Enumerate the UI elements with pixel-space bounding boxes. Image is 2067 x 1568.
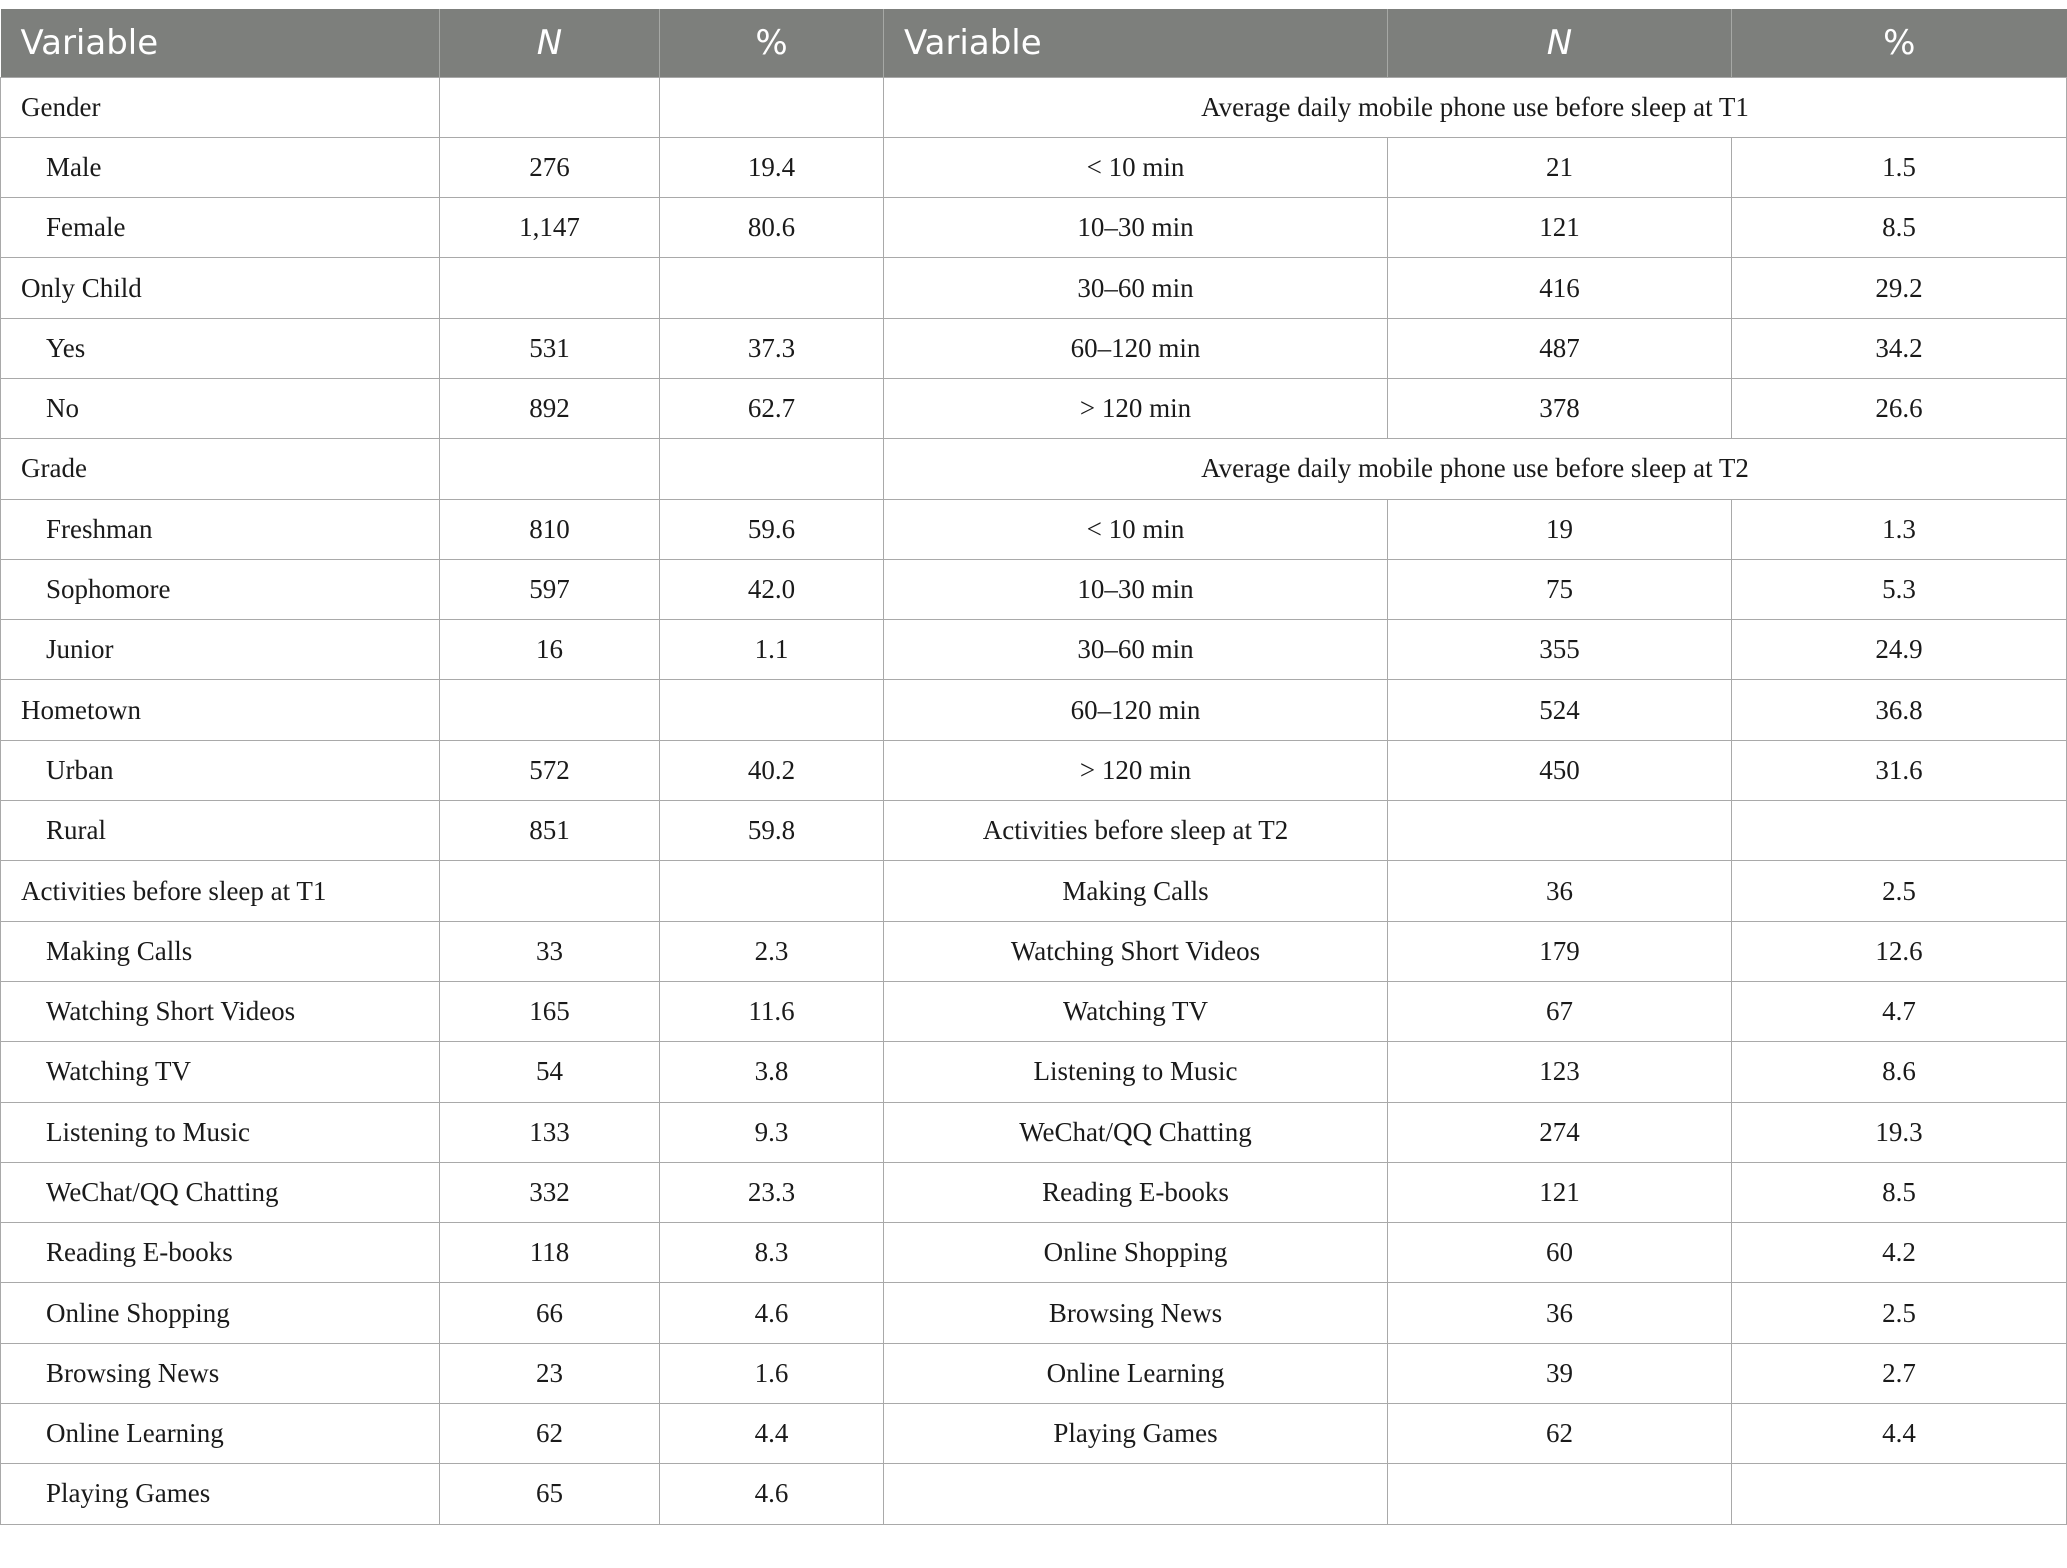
- table-row: [1, 1283, 2067, 1343]
- table-row: [1, 680, 2067, 740]
- table-row: [1, 318, 2067, 378]
- table-body: [1, 77, 2067, 1524]
- left-percent-cell: [660, 861, 884, 921]
- table-row: [1, 1102, 2067, 1162]
- table-row: [1, 1223, 2067, 1283]
- left-variable-cell: Online Learning: [1, 1404, 440, 1464]
- table-row: [1, 921, 2067, 981]
- left-n-cell: 892: [440, 378, 660, 438]
- right-variable-cell: Online Shopping: [884, 1223, 1388, 1283]
- table-row: [1, 1162, 2067, 1222]
- right-percent-cell: 4.2: [1732, 1223, 2067, 1283]
- left-n-cell: 332: [440, 1162, 660, 1222]
- left-percent-cell: 1.1: [660, 620, 884, 680]
- right-n-cell: 36: [1388, 861, 1732, 921]
- right-section-heading: Average daily mobile phone use before sleep at T1: [884, 77, 2067, 137]
- left-percent-cell: 19.4: [660, 137, 884, 197]
- header-variable-right: Variable: [884, 9, 1388, 77]
- right-variable-cell: Reading E-books: [884, 1162, 1388, 1222]
- right-percent-cell: 24.9: [1732, 620, 2067, 680]
- left-variable-cell: Hometown: [1, 680, 440, 740]
- right-variable-cell: 10–30 min: [884, 198, 1388, 258]
- right-percent-cell: 4.4: [1732, 1404, 2067, 1464]
- right-variable-cell: > 120 min: [884, 378, 1388, 438]
- left-variable-cell: Watching TV: [1, 1042, 440, 1102]
- left-variable-cell: Rural: [1, 801, 440, 861]
- left-percent-cell: 37.3: [660, 318, 884, 378]
- right-variable-cell: Watching TV: [884, 981, 1388, 1041]
- right-variable-cell: [884, 1464, 1388, 1524]
- header-n-left: N: [440, 9, 660, 77]
- right-n-cell: [1388, 1464, 1732, 1524]
- left-percent-cell: [660, 258, 884, 318]
- left-percent-cell: 9.3: [660, 1102, 884, 1162]
- right-percent-cell: [1732, 1464, 2067, 1524]
- left-variable-cell: Watching Short Videos: [1, 981, 440, 1041]
- left-percent-cell: 2.3: [660, 921, 884, 981]
- right-percent-cell: 8.5: [1732, 198, 2067, 258]
- table-row: [1, 559, 2067, 619]
- left-percent-cell: 4.6: [660, 1283, 884, 1343]
- table-row: [1, 378, 2067, 438]
- left-percent-cell: 40.2: [660, 740, 884, 800]
- left-variable-cell: Making Calls: [1, 921, 440, 981]
- left-n-cell: [440, 680, 660, 740]
- left-percent-cell: 4.4: [660, 1404, 884, 1464]
- right-n-cell: 274: [1388, 1102, 1732, 1162]
- left-variable-cell: Browsing News: [1, 1343, 440, 1403]
- right-variable-cell: < 10 min: [884, 137, 1388, 197]
- left-variable-cell: Gender: [1, 77, 440, 137]
- left-variable-cell: No: [1, 378, 440, 438]
- left-variable-cell: Freshman: [1, 499, 440, 559]
- header-row: [1, 9, 2067, 77]
- right-n-cell: 179: [1388, 921, 1732, 981]
- table-row: [1, 499, 2067, 559]
- left-percent-cell: 80.6: [660, 198, 884, 258]
- right-variable-cell: WeChat/QQ Chatting: [884, 1102, 1388, 1162]
- left-variable-cell: Yes: [1, 318, 440, 378]
- header-variable-left: Variable: [20, 22, 159, 63]
- table-row: [1, 740, 2067, 800]
- left-percent-cell: 59.8: [660, 801, 884, 861]
- table-row: [1, 1464, 2067, 1524]
- left-percent-cell: 8.3: [660, 1223, 884, 1283]
- right-n-cell: 121: [1388, 1162, 1732, 1222]
- left-n-cell: 810: [440, 499, 660, 559]
- right-percent-cell: 8.5: [1732, 1162, 2067, 1222]
- right-variable-cell: Listening to Music: [884, 1042, 1388, 1102]
- right-percent-cell: 2.5: [1732, 1283, 2067, 1343]
- right-percent-cell: 36.8: [1732, 680, 2067, 740]
- right-n-cell: 355: [1388, 620, 1732, 680]
- left-n-cell: [440, 439, 660, 499]
- right-percent-cell: 5.3: [1732, 559, 2067, 619]
- table-row: [1, 439, 2067, 499]
- left-n-cell: 23: [440, 1343, 660, 1403]
- right-percent-cell: 34.2: [1732, 318, 2067, 378]
- left-variable-cell: Listening to Music: [1, 1102, 440, 1162]
- left-variable-cell: Urban: [1, 740, 440, 800]
- left-n-cell: 572: [440, 740, 660, 800]
- table-row: [1, 861, 2067, 921]
- right-percent-cell: 31.6: [1732, 740, 2067, 800]
- left-n-cell: 133: [440, 1102, 660, 1162]
- left-percent-cell: 1.6: [660, 1343, 884, 1403]
- right-variable-cell: 60–120 min: [884, 680, 1388, 740]
- table-row: [1, 198, 2067, 258]
- right-percent-cell: 29.2: [1732, 258, 2067, 318]
- left-n-cell: 33: [440, 921, 660, 981]
- right-percent-cell: 2.5: [1732, 861, 2067, 921]
- right-n-cell: 121: [1388, 198, 1732, 258]
- right-n-cell: 524: [1388, 680, 1732, 740]
- table-row: [1, 1404, 2067, 1464]
- left-n-cell: 165: [440, 981, 660, 1041]
- header-percent-left: %: [660, 9, 884, 77]
- left-variable-cell: Sophomore: [1, 559, 440, 619]
- left-n-cell: [440, 258, 660, 318]
- right-variable-cell: < 10 min: [884, 499, 1388, 559]
- left-variable-cell: Grade: [1, 439, 440, 499]
- left-variable-cell: Male: [1, 137, 440, 197]
- right-n-cell: 378: [1388, 378, 1732, 438]
- right-percent-cell: 8.6: [1732, 1042, 2067, 1102]
- left-variable-cell: Online Shopping: [1, 1283, 440, 1343]
- right-variable-cell: 10–30 min: [884, 559, 1388, 619]
- left-variable-cell: WeChat/QQ Chatting: [1, 1162, 440, 1222]
- left-variable-cell: Only Child: [1, 258, 440, 318]
- left-n-cell: 65: [440, 1464, 660, 1524]
- left-n-cell: 62: [440, 1404, 660, 1464]
- left-percent-cell: [660, 680, 884, 740]
- header-percent-right: %: [1732, 9, 2067, 77]
- left-variable-cell: Playing Games: [1, 1464, 440, 1524]
- right-percent-cell: 26.6: [1732, 378, 2067, 438]
- right-percent-cell: 2.7: [1732, 1343, 2067, 1403]
- right-section-heading: Average daily mobile phone use before sleep at T2: [884, 439, 2067, 499]
- left-n-cell: [440, 861, 660, 921]
- right-variable-cell: 60–120 min: [884, 318, 1388, 378]
- demographics-table: [0, 9, 2067, 1525]
- right-n-cell: [1388, 801, 1732, 861]
- right-n-cell: 62: [1388, 1404, 1732, 1464]
- right-n-cell: 21: [1388, 137, 1732, 197]
- right-percent-cell: 4.7: [1732, 981, 2067, 1041]
- right-percent-cell: 19.3: [1732, 1102, 2067, 1162]
- right-n-cell: 19: [1388, 499, 1732, 559]
- left-variable-cell: Activities before sleep at T1: [1, 861, 440, 921]
- table-row: [1, 1343, 2067, 1403]
- left-n-cell: 1,147: [440, 198, 660, 258]
- right-n-cell: 67: [1388, 981, 1732, 1041]
- table-row: [1, 801, 2067, 861]
- left-n-cell: 118: [440, 1223, 660, 1283]
- left-percent-cell: 11.6: [660, 981, 884, 1041]
- left-n-cell: 851: [440, 801, 660, 861]
- right-n-cell: 123: [1388, 1042, 1732, 1102]
- left-n-cell: 276: [440, 137, 660, 197]
- right-percent-cell: 1.3: [1732, 499, 2067, 559]
- left-n-cell: 597: [440, 559, 660, 619]
- table-header: [1, 9, 2067, 77]
- header-n-right: N: [1388, 9, 1732, 77]
- left-variable-cell: Reading E-books: [1, 1223, 440, 1283]
- right-variable-cell: 30–60 min: [884, 620, 1388, 680]
- table-row: [1, 1042, 2067, 1102]
- right-variable-cell: Making Calls: [884, 861, 1388, 921]
- left-percent-cell: 3.8: [660, 1042, 884, 1102]
- right-percent-cell: [1732, 801, 2067, 861]
- left-variable-cell: Junior: [1, 620, 440, 680]
- left-n-cell: 54: [440, 1042, 660, 1102]
- right-variable-cell: Playing Games: [884, 1404, 1388, 1464]
- left-percent-cell: 59.6: [660, 499, 884, 559]
- right-variable-cell: 30–60 min: [884, 258, 1388, 318]
- left-percent-cell: [660, 77, 884, 137]
- table-row: [1, 137, 2067, 197]
- left-variable-cell: Female: [1, 198, 440, 258]
- left-percent-cell: [660, 439, 884, 499]
- right-percent-cell: 1.5: [1732, 137, 2067, 197]
- right-n-cell: 75: [1388, 559, 1732, 619]
- right-n-cell: 39: [1388, 1343, 1732, 1403]
- right-variable-cell: Online Learning: [884, 1343, 1388, 1403]
- left-percent-cell: 4.6: [660, 1464, 884, 1524]
- table-row: [1, 981, 2067, 1041]
- left-percent-cell: 23.3: [660, 1162, 884, 1222]
- left-n-cell: 66: [440, 1283, 660, 1343]
- right-variable-cell: Browsing News: [884, 1283, 1388, 1343]
- right-n-cell: 36: [1388, 1283, 1732, 1343]
- left-n-cell: 16: [440, 620, 660, 680]
- right-n-cell: 416: [1388, 258, 1732, 318]
- left-n-cell: 531: [440, 318, 660, 378]
- right-percent-cell: 12.6: [1732, 921, 2067, 981]
- right-n-cell: 450: [1388, 740, 1732, 800]
- right-n-cell: 60: [1388, 1223, 1732, 1283]
- table-row: [1, 620, 2067, 680]
- right-variable-cell: > 120 min: [884, 740, 1388, 800]
- left-percent-cell: 42.0: [660, 559, 884, 619]
- left-percent-cell: 62.7: [660, 378, 884, 438]
- left-n-cell: [440, 77, 660, 137]
- right-section-heading: Activities before sleep at T2: [884, 801, 1388, 861]
- right-variable-cell: Watching Short Videos: [884, 921, 1388, 981]
- table-row: [1, 258, 2067, 318]
- right-n-cell: 487: [1388, 318, 1732, 378]
- table-row: [1, 77, 2067, 137]
